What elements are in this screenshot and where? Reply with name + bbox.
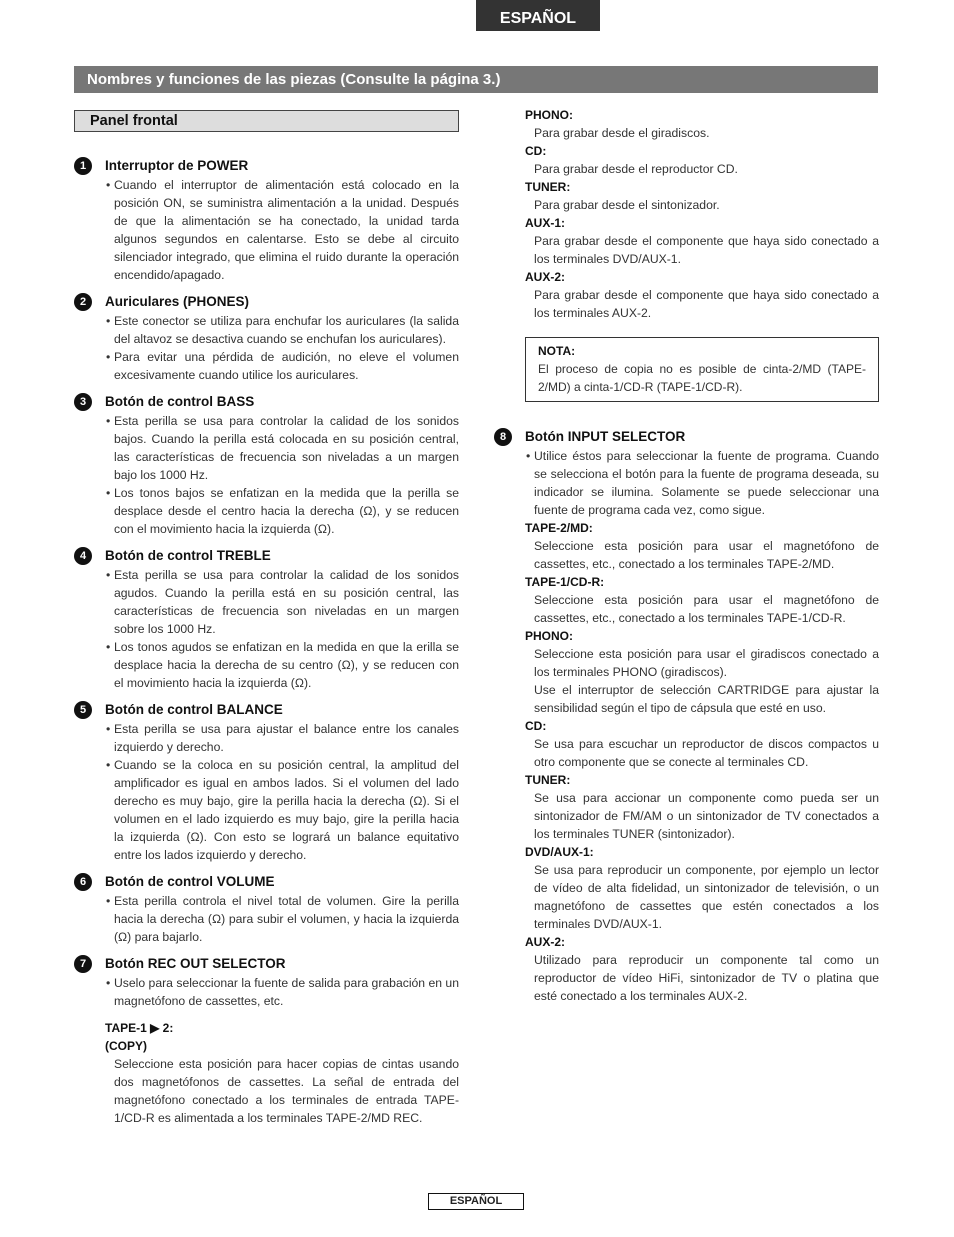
source-text: Para grabar desde el componente que haya sido conectado a los terminales AUX-2.: [534, 288, 879, 320]
input-text: Se usa para escuchar un reproductor de discos compactos u otro componente que se conecte al terminales CD.: [534, 737, 879, 769]
note-title: NOTA:: [538, 344, 576, 358]
item-input-selector: [494, 428, 879, 1005]
subsection-title: Panel frontal: [74, 110, 459, 132]
item-5: [74, 701, 459, 864]
item-title: Botón de control BALANCE: [105, 702, 283, 717]
source-label: AUX-1:: [525, 216, 566, 230]
number-badge-icon: 6: [74, 873, 92, 891]
input-label: CD:: [525, 719, 547, 733]
item-bullet: • Este conector se utiliza para enchufar los auriculares (la salida del altavoz se desactiva cuando se enchufan los auriculares).: [74, 312, 459, 348]
input-label: TAPE-2/MD:: [525, 521, 593, 535]
input-label: DVD/AUX-1:: [525, 845, 594, 859]
item-7: [74, 955, 459, 1010]
input-source-list: [494, 519, 879, 1005]
input-text: Seleccione esta posición para usar el giradiscos conectado a los terminales PHONO (giradiscos).: [534, 647, 879, 679]
item-bullet: • Esta perilla se usa para controlar la calidad de los sonidos bajos. Cuando la perilla está colocada en su posición central, las características de frecuencia son niveladas a un margen bajo los 1000 Hz.: [74, 412, 459, 484]
item-title: Interruptor de POWER: [105, 158, 249, 173]
note-box: [525, 337, 879, 402]
item-heading: [494, 428, 879, 446]
rec-out-source-list: [494, 106, 879, 322]
source-text: Para grabar desde el componente que haya sido conectado a los terminales DVD/AUX-1.: [534, 234, 879, 266]
item-6: [74, 873, 459, 946]
input-label: TUNER:: [525, 773, 571, 787]
item-3: [74, 393, 459, 538]
item-2: [74, 293, 459, 384]
note-text: El proceso de copia no es posible de cinta-2/MD (TAPE-2/MD) a cinta-1/CD-R (TAPE-1/CD-R).: [538, 362, 866, 394]
input-text-extra: Use el interruptor de selección CARTRIDGE para ajustar la sensibilidad según el tipo de cápsula que esté en uso.: [534, 683, 879, 715]
item-1: [74, 157, 459, 284]
source-text: Para grabar desde el giradiscos.: [534, 126, 710, 140]
number-badge-icon: 3: [74, 393, 92, 411]
source-text: Para grabar desde el sintonizador.: [534, 198, 720, 212]
right-column: [494, 106, 879, 1014]
item-bullet: • Esta perilla controla el nivel total de volumen. Gire la perilla hacia la derecha (Ω) para subir el volumen, y hacia la izquierda (Ω) para bajarlo.: [74, 892, 459, 946]
input-label: PHONO:: [525, 629, 573, 643]
item-heading: [74, 293, 459, 311]
item-bullet: • Cuando se la coloca en su posición central, la amplitud del amplificador es igual en ambos lados. Si el volumen del lado derecho es muy bajo, gire la perilla hacia la derecha (Ω). Si el volumen en el lado izquierdo es muy bajo, gire la perilla hacia la izquierda (Ω). Con esto se logrará un balance equitativo entre los lados izquierdo y derecho.: [74, 756, 459, 864]
item-bullet: • Esta perilla se usa para controlar la calidad de los sonidos agudos. Cuando la perilla está en su posición central, las características de frecuencia son niveladas en un margen sobre los 1000 Hz.: [74, 566, 459, 638]
source-label: TUNER:: [525, 180, 571, 194]
source-text: Para grabar desde el reproductor CD.: [534, 162, 738, 176]
item-heading: [74, 955, 459, 973]
item-title: Botón INPUT SELECTOR: [525, 429, 686, 444]
number-badge-icon: 2: [74, 293, 92, 311]
input-label: AUX-2:: [525, 935, 566, 949]
input-text: Se usa para accionar un componente como pueda ser un sintonizador de FM/AM o un sintonizador de TV conectados a los terminales TUNER (sintonizador).: [534, 791, 879, 841]
tape-copy-label: TAPE-1 ▶ 2:: [105, 1021, 174, 1035]
item-bullet: • Uselo para seleccionar la fuente de salida para grabación en un magnetófono de cassettes, etc.: [74, 974, 459, 1010]
item-title: Botón REC OUT SELECTOR: [105, 956, 286, 971]
item-4: [74, 547, 459, 692]
rec-out-options: [74, 1019, 459, 1127]
item-heading: [74, 393, 459, 411]
input-label: TAPE-1/CD-R:: [525, 575, 605, 589]
item-heading: [74, 157, 459, 175]
language-tab: ESPAÑOL: [476, 0, 600, 31]
item-title: Botón de control BASS: [105, 394, 255, 409]
number-badge-icon: 4: [74, 547, 92, 565]
footer-language-tab: ESPAÑOL: [428, 1193, 524, 1210]
number-badge-icon: 7: [74, 955, 92, 973]
item-bullet: • Cuando el interruptor de alimentación está colocado en la posición ON, se suministra alimentación a la unidad. Después de que la alimentación se ha conectado, la unidad tarda algunos segundos en calentarse. Esto se debe al circuito silenciador integrado, que elimina el ruido durante la operación encendido/apagado.: [74, 176, 459, 284]
source-label: PHONO:: [525, 108, 573, 122]
item-heading: [74, 873, 459, 891]
number-badge-icon: 5: [74, 701, 92, 719]
item-title: Auriculares (PHONES): [105, 294, 250, 309]
item-title: Botón de control VOLUME: [105, 874, 275, 889]
copy-description: Seleccione esta posición para hacer copias de cintas usando dos magnetófonos de cassettes. La señal de entrada del magnetófono conectado a los terminales de entrada TAPE-1/CD-R es alimentada a los terminales TAPE-2/MD REC.: [114, 1057, 459, 1125]
item-heading: [74, 547, 459, 565]
item-bullet: • Los tonos agudos se enfatizan en la medida en que la erilla se desplace hacia la derecha de su centro (Ω), y se reducen con el movimiento hacia la izquierda (Ω).: [74, 638, 459, 692]
number-badge-icon: 1: [74, 157, 92, 175]
item-bullet: • Para evitar una pérdida de audición, no eleve el volumen excesivamente cuando utilice los auriculares.: [74, 348, 459, 384]
input-text: Seleccione esta posición para usar el magnetófono de cassettes, etc., conectado a los terminales TAPE-1/CD-R.: [534, 593, 879, 625]
number-badge-icon: 8: [494, 428, 512, 446]
left-column: [74, 110, 459, 1127]
copy-label: (COPY): [105, 1039, 147, 1053]
source-label: AUX-2:: [525, 270, 566, 284]
item-title: Botón de control TREBLE: [105, 548, 271, 563]
item-bullet: • Esta perilla se usa para ajustar el balance entre los canales izquierdo y derecho.: [74, 720, 459, 756]
input-text: Seleccione esta posición para usar el magnetófono de cassettes, etc., conectado a los terminales TAPE-2/MD.: [534, 539, 879, 571]
input-text: Se usa para reproducir un componente, por ejemplo un lector de vídeo de alta fidelidad, un sintonizador de televisión, o un magnetófono de cassettes que estén conectados a los terminales DVD/AUX-1.: [534, 863, 879, 931]
item-bullet: • Los tonos bajos se enfatizan en la medida que la perilla se desplace desde el centro hacia la derecha (Ω), y se reducen con el movimiento hacia la izquierda (Ω).: [74, 484, 459, 538]
input-text: Utilizado para reproducir un componente tal como un reproductor de vídeo HiFi, sintonizador de TV o platina que esté conectado a los terminales AUX-2.: [534, 953, 879, 1003]
source-label: CD:: [525, 144, 547, 158]
section-title: Nombres y funciones de las piezas (Consulte la página 3.): [74, 66, 878, 93]
item-bullet: • Utilice éstos para seleccionar la fuente de programa. Cuando se selecciona el botón para la fuente de programa deseada, su indicador se ilumina. Solamente se puede seleccionar una fuente de programa cada vez, como sigue.: [494, 447, 879, 519]
item-heading: [74, 701, 459, 719]
item-list: [74, 157, 459, 1010]
